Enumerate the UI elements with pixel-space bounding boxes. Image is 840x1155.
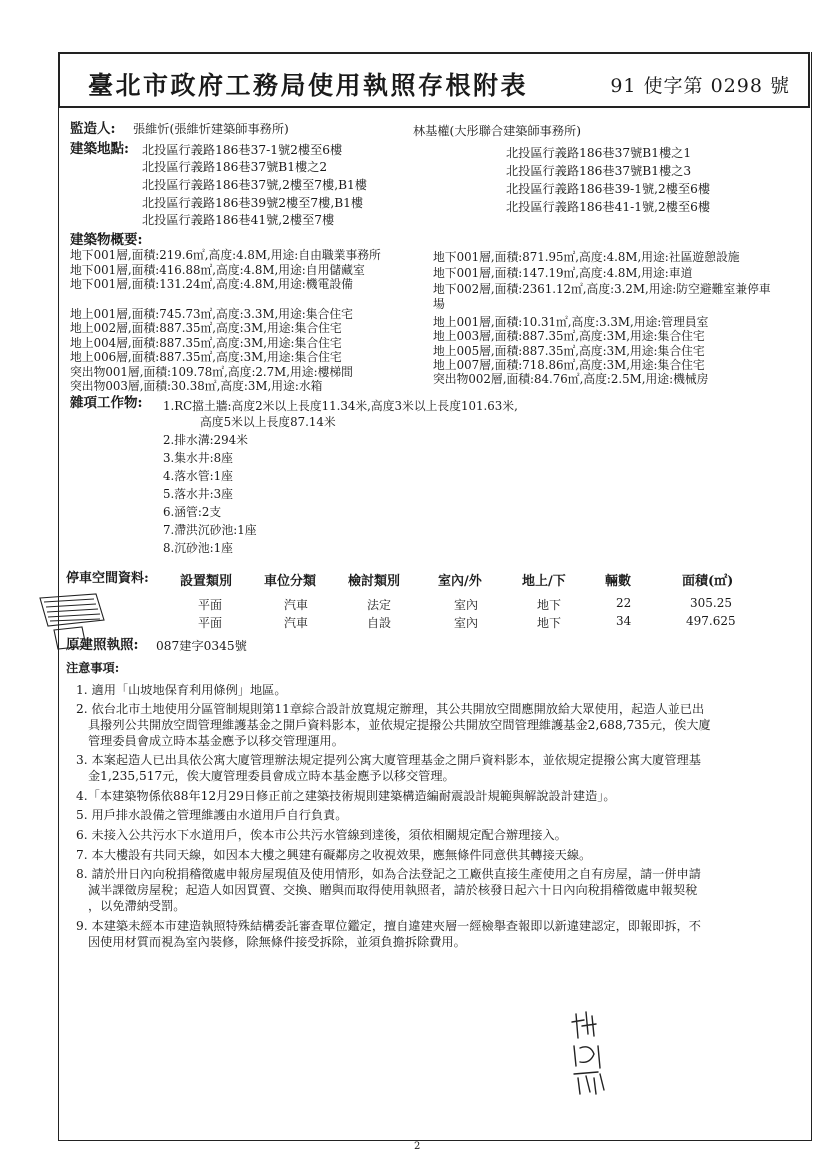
misc-item-5: 5.落水井:3座 xyxy=(163,487,233,501)
parking-r2-class: 汽車 xyxy=(284,616,309,630)
note-2: 2. 依台北市土地使用分區管制規則第11章綜合設計放寬規定辦理，其公共開放空間應開放給大眾使用，起造人並已出 xyxy=(76,702,705,716)
parking-r1-count: 22 xyxy=(616,596,632,610)
misc-item-8: 8.沉砂池:1座 xyxy=(163,541,233,555)
location-left-4: 北投區行義路186巷39號2樓至7樓,B1樓 xyxy=(142,196,364,210)
document-title: 臺北市政府工務局使用執照存根附表 xyxy=(88,71,529,100)
note-8b: 減半課徵房屋稅；起造人如因買賣、交換、贈與而取得使用執照者，請於核發日起六十日內向稅捐稽徵處申報契稅 xyxy=(88,883,698,897)
basement-right-3: 地下002層,面積:2361.12㎡,高度:3.2M,用途:防空避難室兼停車 xyxy=(433,282,771,296)
misc-item-3: 3.集水井:8座 xyxy=(163,451,233,465)
parking-header-type: 設置類別 xyxy=(180,574,233,589)
misc-item-7: 7.滯洪沉砂池:1座 xyxy=(163,523,257,537)
above-left-1: 地上001層,面積:745.73㎡,高度:3.3M,用途:集合住宅 xyxy=(70,307,353,321)
note-8: 8. 請於卅日內向稅捐稽徵處申報房屋現值及使用情形，如為合法登記之工廠供直接生產使用之自有房屋，請一併申請 xyxy=(76,867,701,881)
parking-header-count: 輛數 xyxy=(605,574,632,589)
note-1: 1. 適用「山坡地保育利用條例」地區。 xyxy=(76,683,287,697)
above-right-4: 地上007層,面積:718.86㎡,高度:3M,用途:集合住宅 xyxy=(433,358,705,372)
parking-r1-area: 305.25 xyxy=(690,596,732,610)
parking-r2-level: 地下 xyxy=(537,616,562,630)
location-left-5: 北投區行義路186巷41號,2樓至7樓 xyxy=(142,213,335,227)
title-bar xyxy=(58,52,810,108)
parking-r1-level: 地下 xyxy=(537,598,562,612)
note-4: 4.「本建築物係依88年12月29日修正前之建築技術規則建築構造編耐震設計規範與解說設計建造」。 xyxy=(76,789,616,803)
note-7: 7. 本大樓設有共同天線，如因本大樓之興建有礙鄰房之收視效果，應無條件同意供其轉接天線。 xyxy=(76,848,592,862)
above-left-4: 地上006層,面積:887.35㎡,高度:3M,用途:集合住宅 xyxy=(70,350,342,364)
location-right-1: 北投區行義路186巷37號B1樓之1 xyxy=(506,146,692,160)
above-right-5: 突出物002層,面積:84.76㎡,高度:2.5M,用途:機械房 xyxy=(433,372,709,386)
supervisor-label: 監造人: xyxy=(70,121,116,137)
misc-label: 雜項工作物: xyxy=(70,395,143,411)
location-left-3: 北投區行義路186巷37號,2樓至7樓,B1樓 xyxy=(142,178,367,192)
note-5: 5. 用戶排水設備之管理維護由水道用戶自行負責。 xyxy=(76,808,348,822)
location-right-3: 北投區行義路186巷39-1號,2樓至6樓 xyxy=(506,182,711,196)
basement-right-2: 地下001層,面積:147.19㎡,高度:4.8M,用途:車道 xyxy=(433,266,693,280)
note-2b: 具撥列公共開放空間管理維護基金之開戶資料影本，並依規定提撥公共開放空間管理維護基金2,688,735元，俟大廈 xyxy=(88,718,711,732)
note-9: 9. 本建築未經本市建造執照特殊結構委託審查單位鑑定，擅自違建夾層一經檢舉查報即以新違建認定，即報即拆，不 xyxy=(76,919,701,933)
parking-header-level: 地上/下 xyxy=(522,574,566,589)
misc-item-6: 6.涵管:2支 xyxy=(163,505,222,519)
original-permit-label: 原建照執照: xyxy=(66,637,139,653)
note-3: 3. 本案起造人已出具依公寓大廈管理辦法規定提列公寓大廈管理基金之開戶資料影本，並依規定提撥公寓大廈管理基 xyxy=(76,753,701,767)
parking-header-class: 車位分類 xyxy=(264,574,317,589)
parking-r2-count: 34 xyxy=(616,614,632,628)
note-6: 6. 未接入公共污水下水道用戶，俟本市公共污水管線到達後，須依相關規定配合辦理接入。 xyxy=(76,828,567,842)
parking-label: 停車空間資料: xyxy=(66,571,149,586)
parking-header-review: 檢討類別 xyxy=(348,574,401,589)
above-left-2: 地上002層,面積:887.35㎡,高度:3M,用途:集合住宅 xyxy=(70,321,342,335)
parking-r1-class: 汽車 xyxy=(284,598,309,612)
misc-item-4: 4.落水管:1座 xyxy=(163,469,233,483)
parking-r2-area: 497.625 xyxy=(686,614,736,628)
parking-header-indoor: 室內/外 xyxy=(438,574,482,589)
basement-right-1: 地下001層,面積:871.95㎡,高度:4.8M,用途:社區遊憩設施 xyxy=(433,250,740,264)
parking-r2-indoor: 室內 xyxy=(454,616,479,630)
location-left-1: 北投區行義路186巷37-1號2樓至6樓 xyxy=(142,143,343,157)
parking-r2-review: 自設 xyxy=(367,616,392,630)
location-label: 建築地點: xyxy=(70,141,129,157)
supervisor-second: 林基權(大彤聯合建築師事務所) xyxy=(413,124,581,138)
location-left-2: 北投區行義路186巷37號B1樓之2 xyxy=(142,160,328,174)
signature-mark xyxy=(568,1008,618,1096)
notes-label: 注意事項: xyxy=(66,661,120,675)
parking-header-area: 面積(㎡) xyxy=(682,574,734,589)
parking-r2-type: 平面 xyxy=(198,616,223,630)
original-permit-value: 087建字0345號 xyxy=(156,639,247,653)
parking-r1-review: 法定 xyxy=(367,598,392,612)
above-right-1: 地上001層,面積:10.31㎡,高度:3.3M,用途:管理員室 xyxy=(433,315,709,329)
above-left-5: 突出物001層,面積:109.78㎡,高度:2.7M,用途:樓梯間 xyxy=(70,365,353,379)
basement-left-3: 地下001層,面積:131.24㎡,高度:4.8M,用途:機電設備 xyxy=(70,277,353,291)
note-2c: 管理委員會成立時本基金應予以移交管理運用。 xyxy=(88,734,344,748)
location-right-2: 北投區行義路186巷37號B1樓之3 xyxy=(506,164,692,178)
above-right-2: 地上003層,面積:887.35㎡,高度:3M,用途:集合住宅 xyxy=(433,329,705,343)
basement-right-4: 場 xyxy=(433,297,445,311)
misc-item-1b: 高度5米以上長度87.14米 xyxy=(200,415,336,429)
misc-item-2: 2.排水溝:294米 xyxy=(163,433,248,447)
parking-r1-type: 平面 xyxy=(198,598,223,612)
basement-left-1: 地下001層,面積:219.6㎡,高度:4.8M,用途:自由職業事務所 xyxy=(70,248,381,262)
permit-number: 91 使字第 0298 號 xyxy=(610,75,790,97)
basement-left-2: 地下001層,面積:416.88㎡,高度:4.8M,用途:自用儲藏室 xyxy=(70,263,365,277)
above-right-3: 地上005層,面積:887.35㎡,高度:3M,用途:集合住宅 xyxy=(433,344,705,358)
parking-r1-indoor: 室內 xyxy=(454,598,479,612)
above-left-6: 突出物003層,面積:30.38㎡,高度:3M,用途:水箱 xyxy=(70,379,323,393)
supervisor-first: 張維忻(張維忻建築師事務所) xyxy=(133,122,289,136)
location-right-4: 北投區行義路186巷41-1號,2樓至6樓 xyxy=(506,200,711,214)
page-number: 2 xyxy=(414,1141,421,1152)
above-left-3: 地上004層,面積:887.35㎡,高度:3M,用途:集合住宅 xyxy=(70,336,342,350)
note-3b: 金1,235,517元，俟大廈管理委員會成立時本基金應予以移交管理。 xyxy=(88,769,455,783)
note-9b: 因使用材質而視為室內裝修，除無條件接受拆除，並須負擔拆除費用。 xyxy=(88,935,466,949)
note-8c: ，以免滯納受罰。 xyxy=(88,899,186,913)
misc-item-1: 1.RC擋土牆:高度2米以上長度11.34米,高度3米以上長度101.63米, xyxy=(163,399,518,413)
overview-label: 建築物概要: xyxy=(70,232,143,248)
